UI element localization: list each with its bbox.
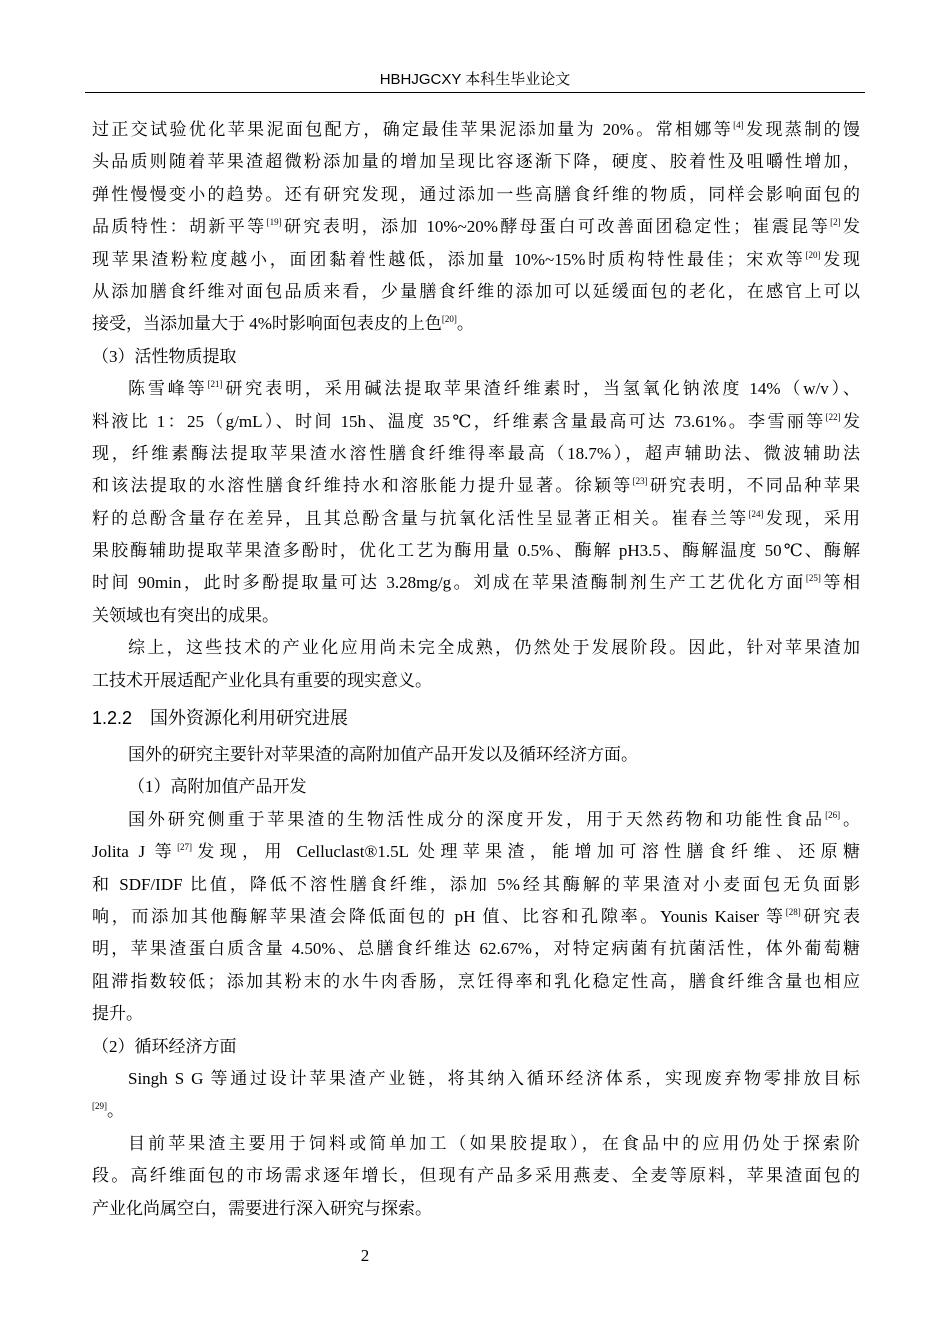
citation-ref: [20] — [441, 314, 457, 325]
text-run: （3）活性物质提取 — [92, 346, 237, 366]
text-run: 陈雪峰等 — [128, 379, 208, 399]
text-run: 工技术开展适配产业化具有重要的现实意义。 — [92, 670, 432, 690]
citation-ref: [22] — [825, 411, 841, 422]
page-header — [85, 68, 865, 93]
text-run: 从添加膳食纤维对面包品质来看，少量膳食纤维的添加可以延缓面包的老化，在感官上可以 — [92, 281, 860, 301]
section-heading — [92, 697, 860, 739]
text-line — [92, 600, 860, 632]
text-line — [92, 1193, 860, 1225]
text-line — [92, 276, 860, 308]
text-run: 目前苹果渣主要用于饲料或简单加工（如果胶提取），在食品中的应用仍处于探索阶 — [128, 1133, 860, 1153]
text-run: 现，纤维素酶法提取苹果渣水溶性膳食纤维得率最高（18.7%），超声辅助法、微波辅助法 — [92, 443, 860, 463]
text-line — [92, 1095, 860, 1127]
text-run: 国外的研究主要针对苹果渣的高附加值产品开发以及循环经济方面。 — [128, 745, 638, 765]
text-line — [92, 146, 860, 178]
text-line — [92, 244, 860, 276]
citation-ref: [2] — [830, 217, 841, 228]
text-run: 发 — [840, 217, 861, 237]
text-line — [92, 771, 860, 803]
text-run: Jolita J 等 — [92, 842, 178, 862]
text-run: 和 SDF/IDF 比值，降低不溶性膳食纤维，添加 5%经其酶解的苹果渣对小麦面包无负面影 — [92, 874, 860, 894]
text-run: 研究表 — [800, 906, 861, 926]
text-line — [92, 114, 860, 146]
page-number: 2 — [360, 1246, 370, 1265]
text-line — [92, 665, 860, 697]
text-run: 时间 90min，此时多酚提取量可达 3.28mg/g。刘成在苹果渣酶制剂生产工艺优化方面 — [92, 573, 806, 593]
text-run: 发 — [840, 411, 861, 431]
text-run: 料液比 1：25（g/mL）、时间 15h、温度 35℃，纤维素含量最高可达 73.61%。李雪丽等 — [92, 411, 826, 431]
text-run: 产业化尚属空白，需要进行深入研究与探索。 — [92, 1198, 432, 1218]
citation-ref: [19] — [266, 217, 282, 228]
text-run: 头品质则随着苹果渣超微粉添加量的增加呈现比容逐渐下降，硬度、胶着性及咀嚼性增加， — [92, 152, 860, 172]
text-run: 籽的总酚含量存在差异，且其总酚含量与抗氧化活性呈显著正相关。崔春兰等 — [92, 508, 749, 528]
text-line — [92, 739, 860, 771]
text-run: 研究表明，添加 10%~20%酵母蛋白可改善面团稳定性；崔震昆等 — [281, 217, 831, 237]
paragraph — [92, 373, 860, 632]
text-line — [92, 632, 860, 664]
subsection-title — [92, 341, 860, 373]
citation-ref: [25] — [805, 573, 821, 584]
text-line — [92, 373, 860, 405]
text-line — [92, 869, 860, 901]
text-line — [92, 211, 860, 243]
text-line — [92, 1128, 860, 1160]
text-run: 。 — [107, 1101, 124, 1121]
text-run: 等相 — [820, 573, 860, 593]
paragraph — [92, 632, 860, 697]
text-run: 国外研究侧重于苹果渣的生物活性成分的深度开发，用于天然药物和功能性食品 — [128, 809, 826, 829]
text-line — [92, 804, 860, 836]
text-run: 发现，采用 — [763, 508, 861, 528]
citation-ref: [29] — [92, 1101, 107, 1112]
text-run: 。 — [456, 314, 474, 334]
citation-ref: [27] — [177, 842, 193, 853]
text-line — [92, 535, 860, 567]
text-line — [92, 503, 860, 535]
text-line — [92, 341, 860, 373]
citation-ref: [23] — [632, 476, 648, 487]
citation-ref: [20] — [805, 249, 821, 260]
text-line — [92, 438, 860, 470]
text-line — [92, 179, 860, 211]
text-run: 发现蒸制的馒 — [743, 120, 860, 139]
text-run: 和该法提取的水溶性膳食纤维持水和溶胀能力提升显著。徐颖等 — [92, 476, 633, 496]
text-run: 明，苹果渣蛋白质含量 4.50%、总膳食纤维达 62.67%，对特定病菌有抗菌活性，体外葡萄糖 — [92, 939, 860, 959]
citation-ref: [26] — [825, 809, 841, 820]
text-run: （1）高附加值产品开发 — [128, 777, 307, 797]
header-title: HBHJGCXY 本科生毕业论文 — [379, 71, 571, 88]
text-run: Singh S G 等通过设计苹果渣产业链，将其纳入循环经济体系，实现废弃物零排放目标 — [128, 1068, 860, 1088]
citation-ref: [28] — [785, 906, 801, 917]
text-run: 果胶酶辅助提取苹果渣多酚时，优化工艺为酶用量 0.5%、酶解 pH3.5、酶解温度 50℃、酶解 — [92, 541, 860, 561]
text-run: （2）循环经济方面 — [92, 1036, 237, 1056]
paragraph — [92, 739, 860, 771]
text-line — [92, 901, 860, 933]
text-run: 阻滞指数较低；添加其粉末的水牛肉香肠，烹饪得率和乳化稳定性高，膳食纤维含量也相应 — [92, 971, 860, 991]
paragraph — [92, 114, 860, 341]
text-line — [92, 406, 860, 438]
text-line — [92, 933, 860, 965]
subsection-title — [92, 771, 860, 803]
text-run: 接受，当添加量大于 4%时影响面包表皮的上色 — [92, 314, 442, 334]
text-line — [92, 966, 860, 998]
text-line — [92, 836, 860, 868]
text-line — [92, 998, 860, 1030]
text-run: 研究表明，采用碱法提取苹果渣纤维素时，当氢氧化钠浓度 14%（w/v）、 — [222, 379, 860, 399]
paragraph — [92, 1063, 860, 1128]
text-run: 提升。 — [92, 1004, 143, 1024]
citation-ref: [21] — [207, 379, 223, 390]
text-run: 1.2.2 国外资源化利用研究进展 — [92, 708, 349, 729]
text-run: 综上，这些技术的产业化应用尚未完全成熟，仍然处于发展阶段。因此，针对苹果渣加 — [128, 638, 860, 658]
text-line — [92, 1031, 860, 1063]
text-run: 现苹果渣粉粒度越小，面团黏着性越低，添加量 10%~15%时质构特性最佳；宋欢等 — [92, 249, 806, 269]
text-line — [92, 308, 860, 340]
text-run: 发现，用 Celluclast®1.5L 处理苹果渣，能增加可溶性膳食纤维、还原糖 — [192, 842, 861, 862]
text-line — [92, 1160, 860, 1192]
document-body — [92, 114, 860, 1225]
text-run: 关领域也有突出的成果。 — [92, 605, 279, 625]
citation-ref: [4] — [733, 120, 744, 130]
text-run: 弹性慢慢变小的趋势。还有研究发现，通过添加一些高膳食纤维的物质，同样会影响面包的 — [92, 184, 860, 204]
citation-ref: [24] — [748, 508, 764, 519]
text-line — [92, 567, 860, 599]
text-run: 研究表明，不同品种苹果 — [647, 476, 861, 496]
text-run: 段。高纤维面包的市场需求逐年增长，但现有产品多采用燕麦、全麦等原料，苹果渣面包的 — [92, 1166, 860, 1186]
subsection-title — [92, 1031, 860, 1063]
text-run: 。 — [840, 809, 861, 829]
text-line — [92, 1063, 860, 1095]
paragraph — [92, 804, 860, 1031]
text-line — [92, 697, 860, 739]
text-run: 过正交试验优化苹果泥面包配方，确定最佳苹果泥添加量为 20%。常相娜等 — [92, 120, 734, 139]
text-run: 品质特性：胡新平等 — [92, 217, 267, 237]
text-line — [92, 470, 860, 502]
paragraph — [92, 1128, 860, 1225]
text-run: 发现 — [820, 249, 860, 269]
text-run: 响，而添加其他酶解苹果渣会降低面包的 pH 值、比容和孔隙率。Younis Kaiser 等 — [92, 906, 786, 926]
